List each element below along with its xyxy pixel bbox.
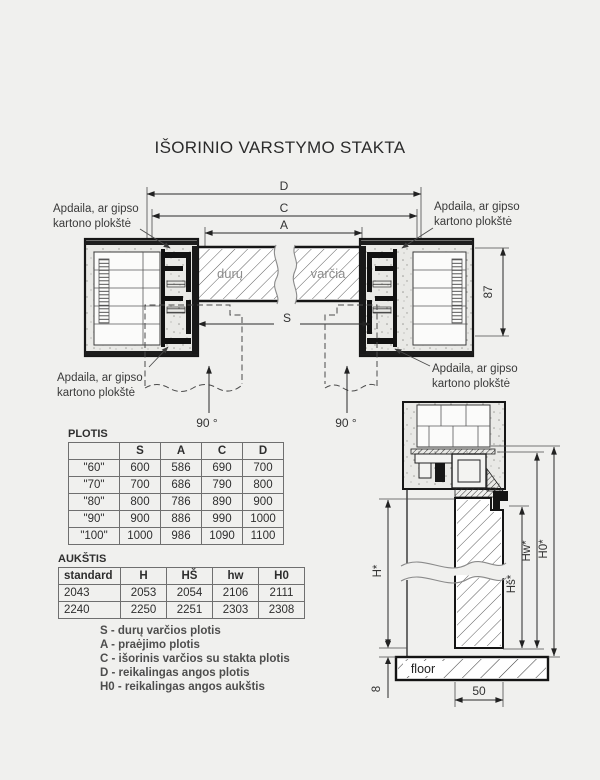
dim-label-hw: Hw*	[521, 540, 533, 562]
table-cell: 2054	[167, 585, 213, 602]
vertical-section	[371, 402, 560, 707]
floor-label: floor	[410, 662, 436, 676]
legend-item: C - išorinis varčios su stakta plotis	[100, 653, 290, 665]
table-header-cell: H	[121, 568, 167, 585]
table-cell: 2053	[121, 585, 167, 602]
table-row	[69, 511, 284, 528]
table-header-cell: hw	[213, 568, 259, 585]
aukstis-table	[58, 567, 305, 619]
table-cell: 1000	[243, 511, 284, 528]
table-cell: 890	[202, 494, 243, 511]
table-cell: 2303	[213, 602, 259, 619]
dim-label-d: D	[279, 179, 289, 193]
table-cell: 2240	[59, 602, 121, 619]
label-leaf: varčia	[310, 266, 346, 281]
table-cell: 690	[202, 460, 243, 477]
table-cell: 2308	[259, 602, 305, 619]
aukstis-table-section	[58, 553, 305, 619]
legend-item: S - durų varčios plotis	[100, 625, 221, 637]
table-row	[69, 528, 284, 545]
legend-item: A - praėjimo plotis	[100, 639, 200, 651]
dim-label-h: H*	[372, 564, 384, 578]
dim-label-c: C	[279, 201, 289, 215]
table-header-cell: H0	[259, 568, 305, 585]
table-header-cell: C	[202, 443, 243, 460]
table-cell: 686	[161, 477, 202, 494]
table-header-cell: A	[161, 443, 202, 460]
plotis-table	[68, 442, 284, 545]
table-row	[59, 602, 305, 619]
angle-label-right: 90 °	[335, 416, 357, 430]
table-row	[69, 494, 284, 511]
table-cell: 2251	[167, 602, 213, 619]
table-cell: 700	[120, 477, 161, 494]
table-cell: 800	[243, 477, 284, 494]
table-cell: 2250	[121, 602, 167, 619]
page-title: IŠORINIO VARSTYMO STAKTA	[154, 138, 406, 157]
legend-item: H0 - reikalingas angos aukštis	[100, 681, 265, 693]
table-cell: 2106	[213, 585, 259, 602]
angle-label-left: 90 °	[196, 416, 218, 430]
table-header-cell: HŠ	[167, 568, 213, 585]
table-row	[59, 585, 305, 602]
table-cell: "80"	[69, 494, 120, 511]
table-cell: 700	[243, 460, 284, 477]
callout-top-right: Apdaila, ar gipso kartono plokštė	[434, 201, 520, 228]
table-cell: 1100	[243, 528, 284, 545]
table-cell: 1000	[120, 528, 161, 545]
table-header-cell	[69, 443, 120, 460]
table-cell: "70"	[69, 477, 120, 494]
table-cell: 800	[120, 494, 161, 511]
table-header-row	[69, 443, 284, 460]
aukstis-table-title: AUKŠTIS	[58, 553, 107, 565]
table-cell: 986	[161, 528, 202, 545]
table-cell: 2043	[59, 585, 121, 602]
table-header-row	[59, 568, 305, 585]
legend-item: D - reikalingas angos plotis	[100, 667, 250, 679]
table-cell: 586	[161, 460, 202, 477]
callout-top-left: Apdaila, ar gipso kartono plokštė	[53, 203, 139, 230]
table-header-cell: S	[120, 443, 161, 460]
left-wall-section	[85, 239, 198, 356]
plotis-table-title: PLOTIS	[68, 428, 108, 440]
door-leaf-plan	[190, 245, 372, 304]
callout-bottom-right: Apdaila, ar gipso kartono plokštė	[432, 363, 518, 390]
table-cell: 900	[243, 494, 284, 511]
plotis-table-section	[68, 428, 284, 545]
table-cell: 886	[161, 511, 202, 528]
table-header-cell: D	[243, 443, 284, 460]
dim-label-h0: H0*	[538, 539, 550, 559]
legend	[100, 624, 290, 694]
table-cell: 1090	[202, 528, 243, 545]
table-header-cell: standard	[59, 568, 121, 585]
table-cell: "60"	[69, 460, 120, 477]
table-cell: "90"	[69, 511, 120, 528]
table-cell: 2111	[259, 585, 305, 602]
table-cell: 900	[120, 511, 161, 528]
dim-label-width: 50	[472, 684, 486, 698]
label-door: durų	[216, 266, 244, 281]
table-row	[69, 477, 284, 494]
table-cell: 786	[161, 494, 202, 511]
dim-label-87: 87	[483, 285, 495, 299]
table-cell: 990	[202, 511, 243, 528]
dim-label-hs: Hš*	[506, 574, 518, 594]
table-cell: 600	[120, 460, 161, 477]
table-row	[69, 460, 284, 477]
table-cell: 790	[202, 477, 243, 494]
callout-bottom-left: Apdaila, ar gipso kartono plokštė	[57, 372, 143, 399]
table-cell: "100"	[69, 528, 120, 545]
dim-label-gap: 8	[371, 685, 383, 693]
dim-label-a: A	[279, 218, 289, 232]
dim-label-s: S	[282, 311, 292, 325]
